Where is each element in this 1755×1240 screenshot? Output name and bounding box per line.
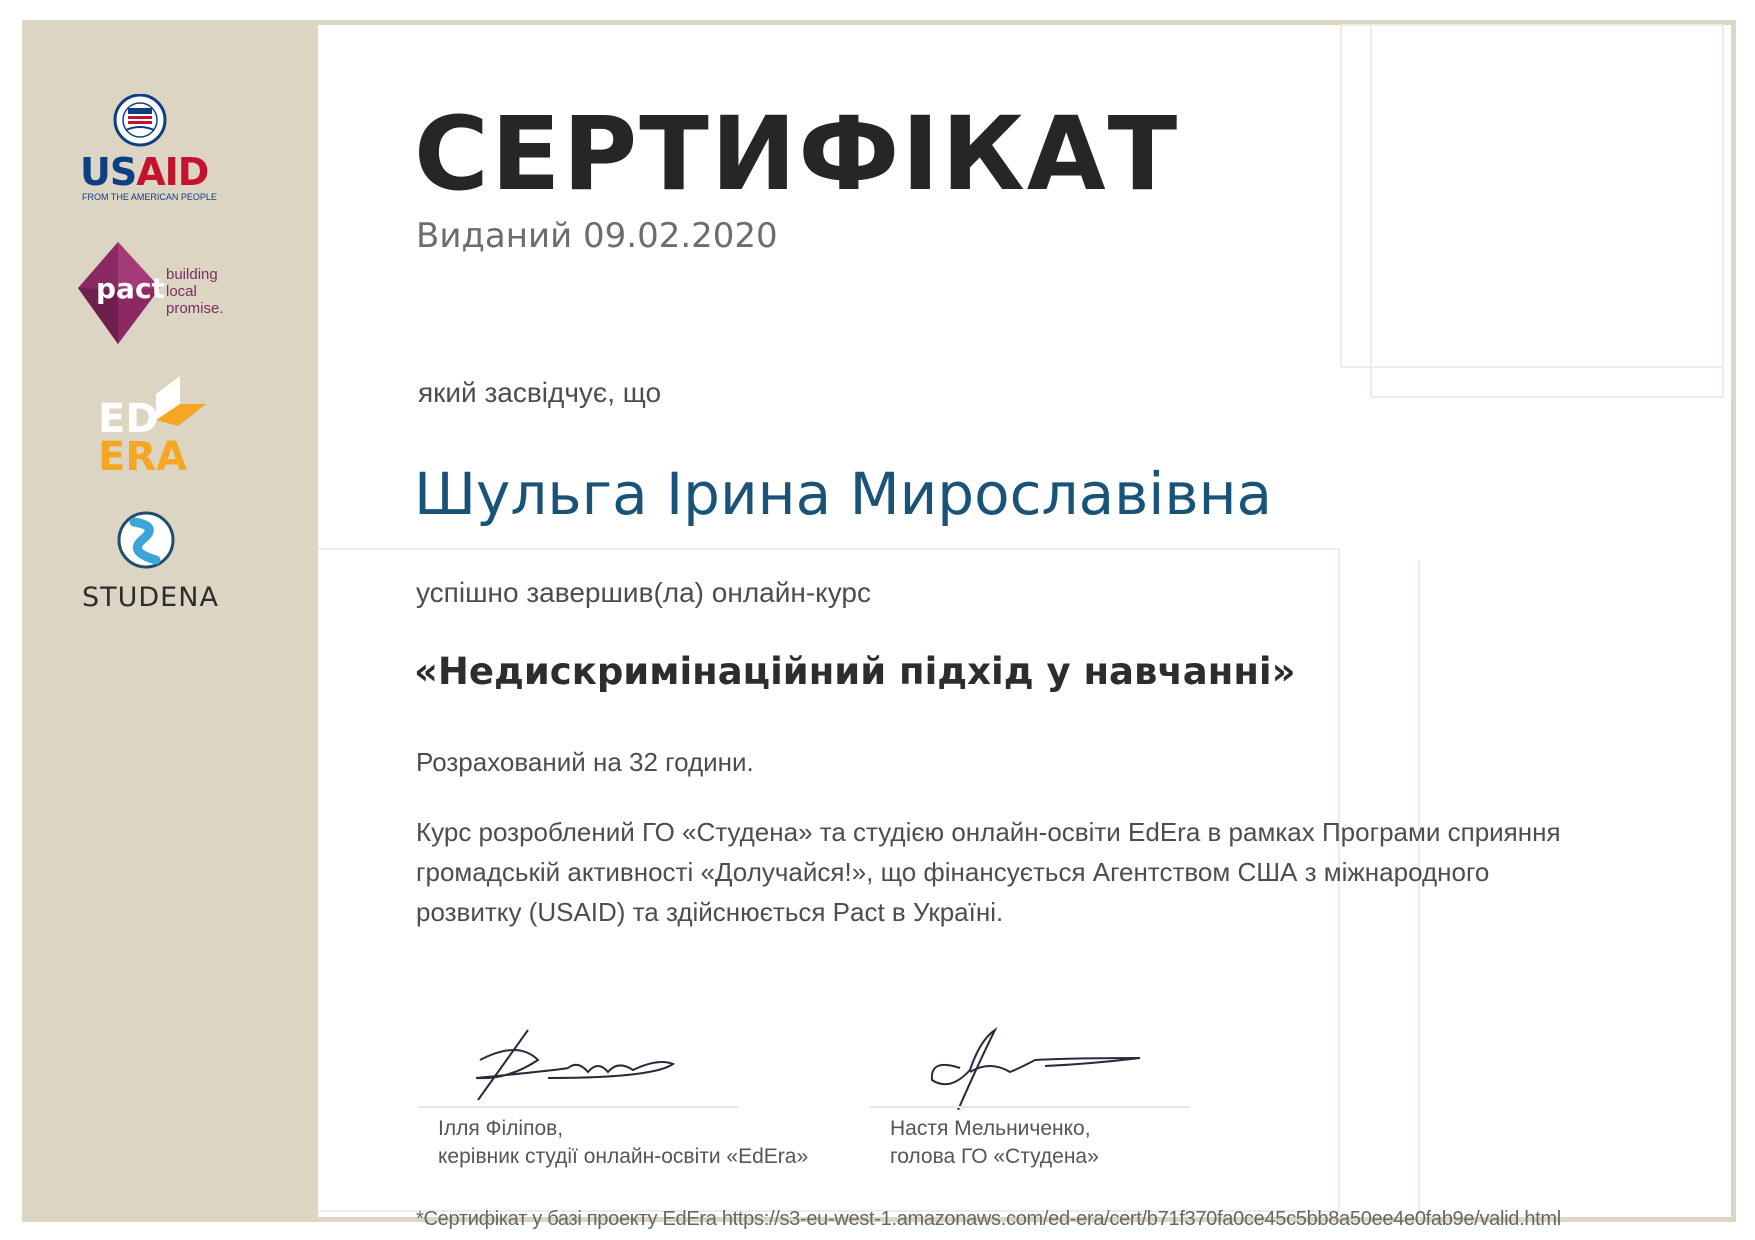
certificate-content bbox=[318, 20, 1736, 1230]
edera-logo bbox=[98, 376, 218, 480]
course-title: «Недискримінаційний підхід у навчанні» bbox=[414, 650, 1296, 693]
usaid-wordmark: USAID bbox=[80, 150, 209, 194]
signature-image bbox=[870, 1020, 1190, 1110]
course-hours: Розрахований на 32 години. bbox=[416, 747, 754, 777]
signatory-role: керівник студії онлайн-освіти «EdEra» bbox=[438, 1145, 809, 1168]
certificate-title: СЕРТИФІКАТ bbox=[414, 95, 1180, 214]
description-line: громадській активності «Долучайся!», що фінансується Агентством США з міжнародного bbox=[416, 857, 1490, 887]
signatory-name: Ілля Філіпов, bbox=[438, 1117, 564, 1140]
usaid-tagline: FROM THE AMERICAN PEOPLE bbox=[82, 192, 217, 202]
description-line: Курс розроблений ГО «Студена» та студією онлайн-освіти EdEra в рамках Програми сприяння bbox=[416, 817, 1561, 847]
completed-text: успішно завершив(ла) онлайн-курс bbox=[416, 577, 871, 608]
studena-logo bbox=[76, 510, 236, 620]
usaid-seal-icon bbox=[80, 94, 220, 154]
issue-date: Виданий 09.02.2020 bbox=[416, 216, 778, 256]
pact-logo bbox=[76, 240, 236, 352]
verification-footnote: *Сертифікат у базі проекту EdEra https://s3-eu-west-1.amazonaws.com/ed-era/cert/b71f370fa0ce45c5bb8a50ee4e0fab9e/valid.html bbox=[416, 1208, 1561, 1230]
description-line: розвитку (USAID) та здійснюється Pact в Україні. bbox=[416, 897, 1004, 927]
signatory bbox=[890, 1115, 1310, 1171]
signature-line bbox=[870, 1106, 1190, 1108]
signatory-role: голова ГО «Студена» bbox=[890, 1145, 1099, 1168]
pact-wordmark: pact bbox=[96, 272, 165, 305]
pact-tagline: building local promise. bbox=[166, 266, 224, 317]
edera-ed-text: ED bbox=[98, 396, 159, 442]
signature-image bbox=[418, 1020, 738, 1110]
signatory-name: Настя Мельниченко, bbox=[890, 1117, 1091, 1140]
recipient-name: Шульга Ірина Мирославівна bbox=[414, 460, 1273, 528]
course-description bbox=[416, 812, 1706, 932]
logo-sidebar bbox=[22, 20, 318, 1222]
edera-era-text: ERA bbox=[98, 434, 188, 480]
studena-wordmark: STUDENA bbox=[82, 582, 219, 613]
signatory bbox=[438, 1115, 858, 1171]
studena-wave-icon bbox=[76, 510, 236, 574]
signature-line bbox=[418, 1106, 738, 1108]
usaid-logo bbox=[80, 94, 220, 204]
certifies-text: який засвідчує, що bbox=[418, 377, 662, 408]
